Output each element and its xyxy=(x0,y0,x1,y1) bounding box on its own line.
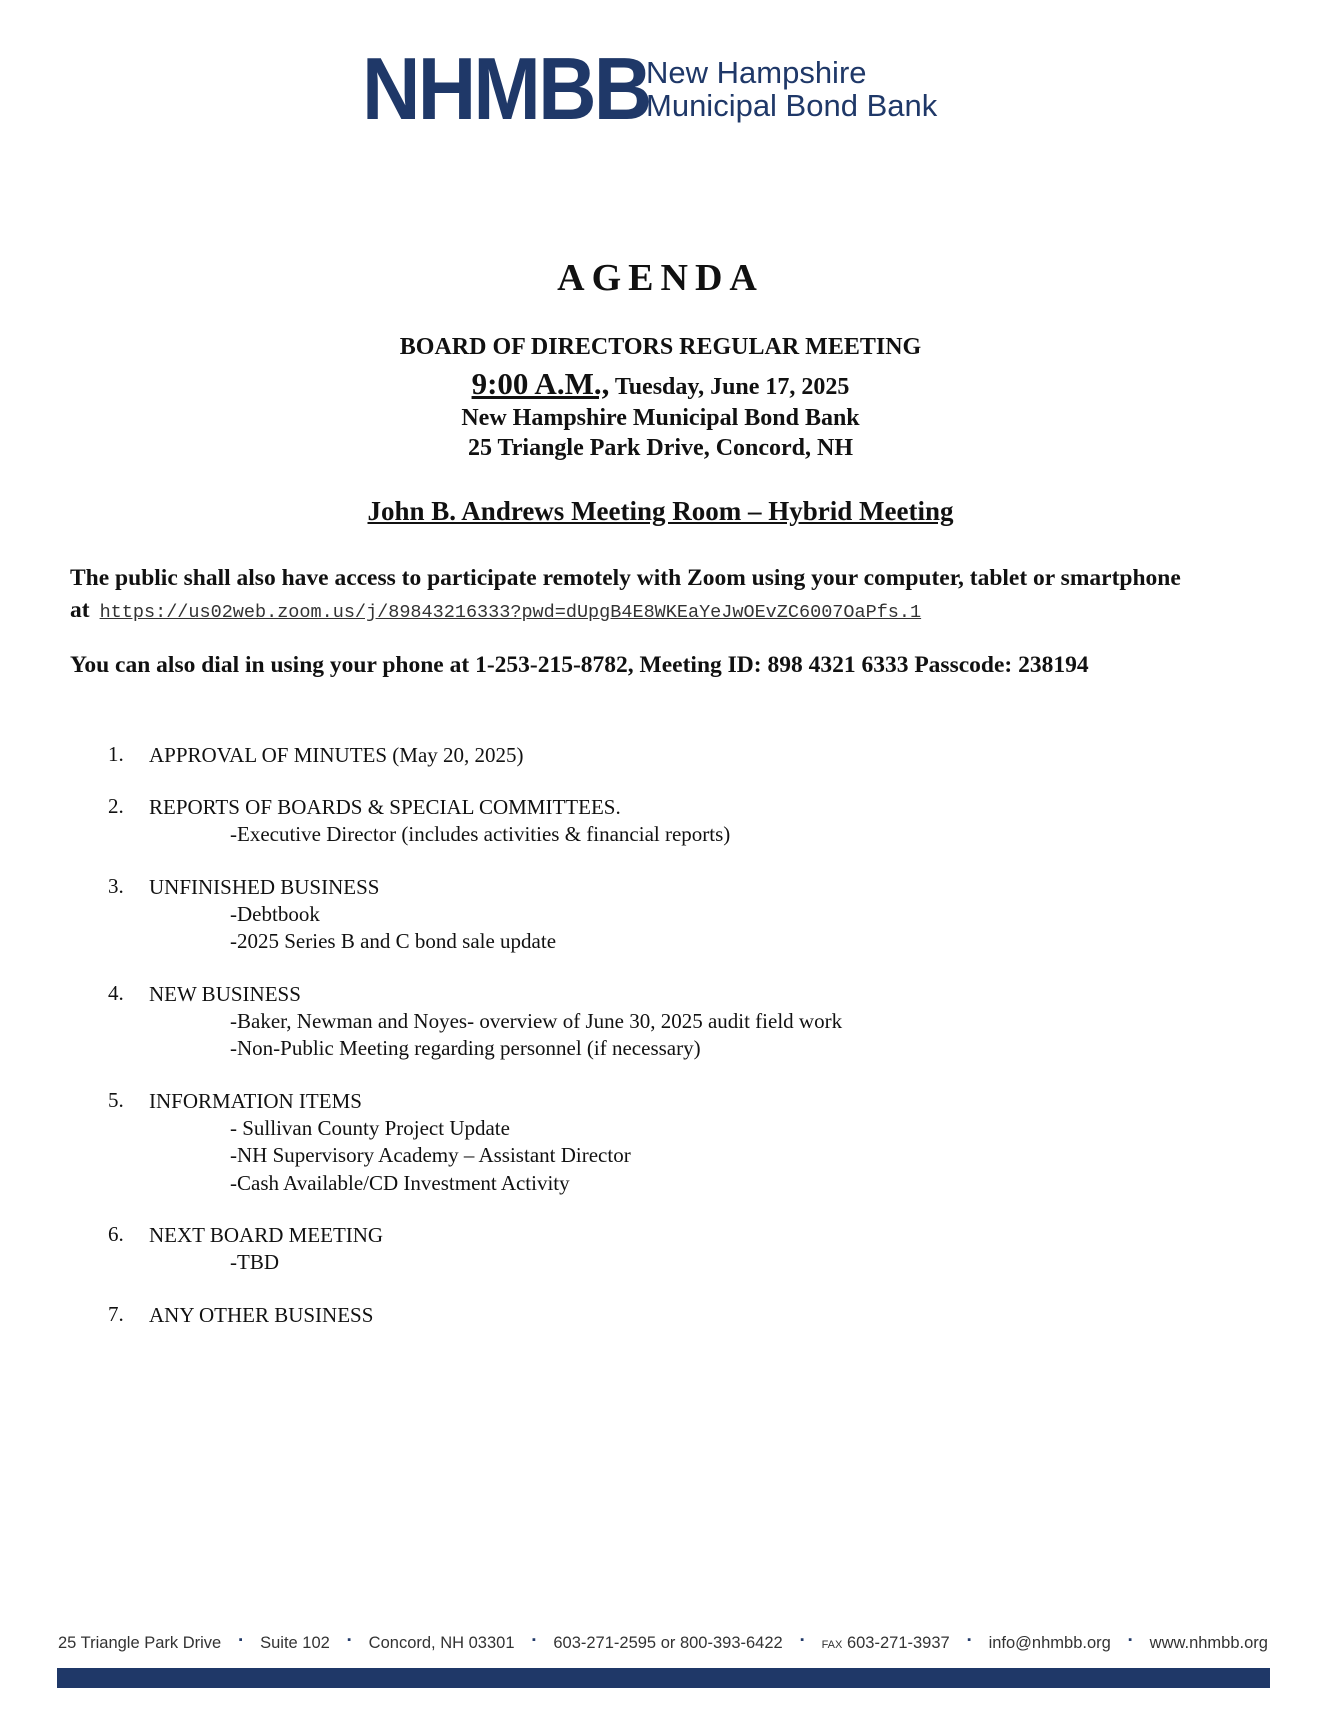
zoom-link[interactable]: https://us02web.zoom.us/j/89843216333?pwd=dUpgB4E8WKEaYeJwOEvZC6007OaPfs.1 xyxy=(99,602,922,623)
agenda-subitem: -Executive Director (includes activities & financial reports) xyxy=(230,822,731,846)
separator-icon: ▪ xyxy=(967,1634,972,1646)
nhmbb-logo xyxy=(362,39,938,138)
meeting-organization: New Hampshire Municipal Bond Bank xyxy=(461,405,860,431)
agenda-item-title: INFORMATION ITEMS xyxy=(149,1088,362,1113)
agenda-subitem: -Debtbook xyxy=(230,901,320,926)
agenda-item-title: NEXT BOARD MEETING xyxy=(149,1223,384,1247)
footer-contact xyxy=(58,1634,1268,1653)
footer-bar xyxy=(57,1668,1270,1688)
agenda-item xyxy=(108,874,1208,956)
agenda-item-body xyxy=(149,742,1208,769)
footer-website[interactable]: www.nhmbb.org xyxy=(1149,1634,1268,1652)
meeting-type: BOARD OF DIRECTORS REGULAR MEETING xyxy=(399,334,922,360)
agenda-subitem: -Baker, Newman and Noyes- overview of June 30, 2025 audit field work xyxy=(230,1008,843,1033)
agenda-subitem: -TBD xyxy=(230,1250,279,1274)
logo-mark: NHMBB xyxy=(362,39,650,138)
remote-access-text: The public shall also have access to participate remotely with Zoom using your computer, tablet or smartphone at xyxy=(70,565,1181,623)
agenda-item-number: 5. xyxy=(108,1087,124,1112)
meeting-time-line xyxy=(0,366,1321,402)
agenda-subitem: -Non-Public Meeting regarding personnel (if necessary) xyxy=(230,1036,701,1060)
agenda-item-body xyxy=(149,1302,1208,1329)
footer-suite: Suite 102 xyxy=(260,1634,330,1652)
agenda-item xyxy=(108,981,1208,1063)
agenda-item-number: 4. xyxy=(108,980,124,1005)
agenda-item-body xyxy=(149,1222,1208,1277)
agenda-item-title: REPORTS OF BOARDS & SPECIAL COMMITTEES. xyxy=(149,795,621,819)
separator-icon: ▪ xyxy=(347,1634,352,1646)
meeting-room: John B. Andrews Meeting Room – Hybrid Meeting xyxy=(367,496,954,526)
agenda-subitem: -Cash Available/CD Investment Activity xyxy=(230,1170,570,1195)
separator-icon: ▪ xyxy=(800,1634,805,1646)
fax-number: 603-271-3937 xyxy=(846,1634,950,1652)
agenda-item xyxy=(108,1088,1208,1198)
agenda-item-title: NEW BUSINESS xyxy=(149,981,301,1006)
agenda-item-title: ANY OTHER BUSINESS xyxy=(149,1302,374,1327)
remote-access-paragraph xyxy=(70,562,1250,629)
separator-icon: ▪ xyxy=(531,1634,536,1646)
agenda-subitem: - Sullivan County Project Update xyxy=(230,1115,510,1140)
separator-icon: ▪ xyxy=(238,1634,243,1646)
footer-email[interactable]: info@nhmbb.org xyxy=(988,1634,1111,1652)
agenda-item-number: 2. xyxy=(108,794,124,818)
agenda-item-title: UNFINISHED BUSINESS xyxy=(149,874,380,899)
footer-city: Concord, NH 03301 xyxy=(368,1634,515,1652)
agenda-item-body xyxy=(149,794,1208,849)
agenda-item-number: 1. xyxy=(108,742,124,766)
agenda-item-body xyxy=(149,1088,1208,1198)
meeting-date: Tuesday, June 17, 2025 xyxy=(614,374,850,400)
fax-label: FAX xyxy=(821,1639,843,1651)
logo-wordmark xyxy=(646,56,937,122)
meeting-time: 9:00 A.M., xyxy=(471,366,610,401)
agenda-item xyxy=(108,742,1208,769)
agenda-item-number: 7. xyxy=(108,1301,124,1326)
dial-in-info: You can also dial in using your phone at 1-253-215-8782, Meeting ID: 898 4321 6333 Passcode: 238194 xyxy=(70,652,1089,678)
agenda-item-body xyxy=(149,874,1208,956)
separator-icon: ▪ xyxy=(1128,1634,1133,1646)
page-title: AGENDA xyxy=(557,257,764,299)
agenda-item-body xyxy=(149,981,1208,1063)
agenda-item xyxy=(108,1302,1208,1329)
meeting-address: 25 Triangle Park Drive, Concord, NH xyxy=(467,435,854,461)
logo-line-1: New Hampshire xyxy=(646,55,867,90)
logo-line-2: Municipal Bond Bank xyxy=(646,88,938,123)
footer-street: 25 Triangle Park Drive xyxy=(58,1634,222,1652)
footer-fax xyxy=(822,1634,950,1653)
agenda-subitem: -2025 Series B and C bond sale update xyxy=(230,929,557,953)
agenda-item-number: 3. xyxy=(108,873,124,898)
agenda-item xyxy=(108,1222,1208,1277)
footer-phone: 603-271-2595 or 800-393-6422 xyxy=(553,1634,783,1652)
agenda-items-list xyxy=(108,742,1208,1354)
agenda-item xyxy=(108,794,1208,849)
agenda-item-title: APPROVAL OF MINUTES (May 20, 2025) xyxy=(149,743,524,767)
agenda-subitem: -NH Supervisory Academy – Assistant Director xyxy=(230,1143,631,1167)
agenda-item-number: 6. xyxy=(108,1222,124,1246)
